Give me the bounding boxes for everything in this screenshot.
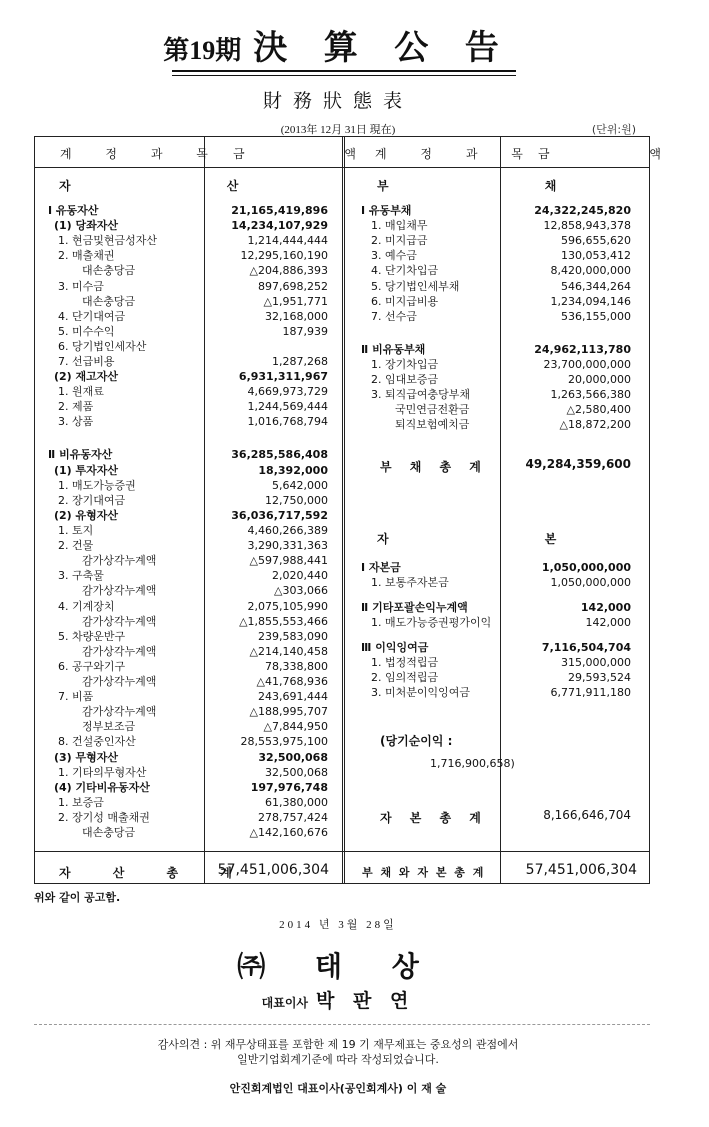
row-amount: △1,951,771 [263, 295, 328, 308]
row-label: 7. 선수금 [371, 310, 417, 323]
equity-section-label: 자 본 [377, 532, 633, 546]
table-row [48, 600, 328, 614]
row-amount: 32,500,068 [258, 751, 328, 764]
table-row [361, 343, 633, 357]
table-row [48, 690, 328, 704]
row-amount: 32,168,000 [265, 310, 328, 323]
row-label: 4. 단기차입금 [371, 264, 439, 277]
assets-section-label: 자 산 [59, 179, 315, 193]
row-amount: 1,050,000,000 [550, 576, 631, 589]
table-row [48, 630, 328, 644]
row-amount: 1,050,000,000 [541, 561, 631, 574]
row-label: 대손충당금 [82, 826, 136, 839]
row-amount: 4,460,266,389 [247, 524, 328, 537]
row-amount: 187,939 [282, 325, 328, 338]
table-row [361, 641, 633, 655]
row-label: 1. 보통주자본금 [371, 576, 449, 589]
row-amount: 36,285,586,408 [231, 448, 328, 461]
row-label: 정부보조금 [82, 720, 136, 733]
representative-name: 박 판 연 [316, 990, 415, 1012]
row-amount: 1,234,094,146 [550, 295, 631, 308]
row-label: Ⅰ 자본금 [361, 561, 401, 574]
row-amount: 61,380,000 [265, 796, 328, 809]
row-amount: 14,234,107,929 [231, 219, 328, 232]
table-row [48, 766, 328, 780]
table-row [48, 645, 328, 659]
row-amount: 20,000,000 [568, 373, 631, 386]
liab-equity-total-label: 부 채 와 자 본 총 계 [362, 866, 486, 879]
notice-statement: 위와 같이 공고함. [34, 891, 121, 904]
table-row [361, 234, 633, 248]
representative-title: 대표이사 [261, 996, 309, 1010]
row-amount: △7,844,950 [263, 720, 328, 733]
row-amount: △41,768,936 [256, 675, 328, 688]
title-rule-bottom [172, 75, 516, 76]
table-row [361, 686, 633, 700]
table-row [361, 576, 633, 590]
table-row [361, 295, 633, 309]
row-amount: △142,160,676 [249, 826, 328, 839]
row-label: 4. 기계장치 [58, 600, 115, 613]
row-label: 감가상각누계액 [82, 675, 157, 688]
row-amount: 6,931,311,967 [238, 370, 328, 383]
row-label: 2. 임대보증금 [371, 373, 439, 386]
table-row [48, 325, 328, 339]
table-row [48, 219, 328, 233]
equity-total-label: 자 본 총 계 [380, 811, 488, 825]
table-row [361, 310, 633, 324]
balance-sheet-table [34, 136, 709, 884]
table-row [361, 358, 633, 372]
row-label: 3. 퇴직급여충당부채 [371, 388, 470, 401]
row-amount: 2,075,105,990 [247, 600, 328, 613]
notice-heading: 決 算 公 告 [253, 30, 513, 67]
table-row [361, 418, 633, 432]
row-label: 감가상각누계액 [82, 615, 157, 628]
header-account-left: 계 정 과 목 [60, 147, 223, 161]
table-row [48, 340, 328, 354]
table-row [48, 310, 328, 324]
row-label: 3. 구축물 [58, 569, 104, 582]
table-row [48, 355, 328, 369]
row-amount: 1,287,268 [272, 355, 328, 368]
row-amount: 2,020,440 [272, 569, 328, 582]
row-label: 1. 법정적립금 [371, 656, 439, 669]
table-row [48, 781, 328, 795]
row-label: 6. 미지급비용 [371, 295, 439, 308]
row-label: 5. 미수수익 [58, 325, 115, 338]
row-label: 1. 보증금 [58, 796, 104, 809]
table-row [361, 616, 633, 630]
table-row [48, 464, 328, 478]
table-row [48, 280, 328, 294]
row-label: 5. 차량운반구 [58, 630, 126, 643]
table-row [48, 448, 328, 462]
row-label: 3. 예수금 [371, 249, 417, 262]
row-amount: 546,344,264 [561, 280, 631, 293]
row-label: Ⅰ 유동자산 [48, 204, 99, 217]
row-label: 2. 임의적립금 [371, 671, 439, 684]
row-amount: 8,420,000,000 [550, 264, 631, 277]
row-amount: 29,593,524 [568, 671, 631, 684]
assets-total-value: 57,451,006,304 [217, 862, 329, 878]
row-amount: 142,000 [580, 601, 631, 614]
row-label: Ⅱ 비유동자산 [48, 448, 113, 461]
table-row [48, 705, 328, 719]
row-amount: 36,036,717,592 [231, 509, 328, 522]
table-row [361, 403, 633, 417]
row-label: 2. 미지급금 [371, 234, 428, 247]
assets-total-label: 자 산 총 계 [59, 866, 251, 880]
row-amount: 32,500,068 [265, 766, 328, 779]
liabilities-total-label: 부 채 총 계 [380, 460, 488, 474]
row-amount: 18,392,000 [258, 464, 328, 477]
row-amount: 1,244,569,444 [247, 400, 328, 413]
row-label: (4) 기타비유동자산 [54, 781, 150, 794]
row-label: 1. 매도가능증권 [58, 479, 136, 492]
row-amount: △214,140,458 [249, 645, 328, 658]
row-label: 2. 매출채권 [58, 249, 115, 262]
table-row [48, 811, 328, 825]
table-row [48, 509, 328, 523]
table-row [361, 249, 633, 263]
row-amount: 5,642,000 [272, 479, 328, 492]
table-row [48, 249, 328, 263]
row-amount: 24,322,245,820 [534, 204, 631, 217]
header-account-right: 계 정 과 목 [375, 147, 538, 161]
row-label: 4. 단기대여금 [58, 310, 126, 323]
table-row [48, 385, 328, 399]
header-amount-right: 금 액 [538, 147, 709, 161]
row-label: 3. 미수금 [58, 280, 104, 293]
row-label: 감가상각누계액 [82, 705, 157, 718]
row-label: 감가상각누계액 [82, 645, 157, 658]
row-label: 1. 매도가능증권평가이익 [371, 616, 492, 629]
table-row [361, 204, 633, 218]
table-row [48, 796, 328, 810]
table-row [48, 204, 328, 218]
row-amount: 278,757,424 [258, 811, 328, 824]
header-amount-left: 금 액 [233, 147, 404, 161]
publish-date: 2014 년 3월 28일 [279, 919, 397, 931]
period-label: 第19期 [163, 36, 242, 65]
row-amount: 315,000,000 [561, 656, 631, 669]
table-row [48, 415, 328, 429]
row-label: (1) 투자자산 [54, 464, 119, 477]
row-label: 7. 선급비용 [58, 355, 115, 368]
statement-date: (2013年 12月 31日 現在) [280, 124, 396, 136]
row-amount: 3,290,331,363 [247, 539, 328, 552]
row-label: 3. 상품 [58, 415, 94, 428]
table-row [48, 751, 328, 765]
row-amount: 897,698,252 [258, 280, 328, 293]
table-row [361, 280, 633, 294]
title-rule-top [172, 70, 516, 72]
table-row [361, 219, 633, 233]
table-row [48, 720, 328, 734]
row-label: (3) 무형자산 [54, 751, 119, 764]
row-amount: 21,165,419,896 [231, 204, 328, 217]
row-amount: 596,655,620 [561, 234, 631, 247]
table-row [361, 264, 633, 278]
row-amount: 4,669,973,729 [247, 385, 328, 398]
row-amount: 239,583,090 [258, 630, 328, 643]
row-label: (2) 재고자산 [54, 370, 119, 383]
equity-total-value: 8,166,646,704 [543, 808, 631, 822]
table-row [48, 584, 328, 598]
row-amount: 1,214,444,444 [247, 234, 328, 247]
row-amount: 6,771,911,180 [550, 686, 631, 699]
row-amount: 12,295,160,190 [240, 249, 328, 262]
row-amount: △303,066 [274, 584, 328, 597]
row-label: 퇴직보험예치금 [395, 418, 470, 431]
row-amount: 1,263,566,380 [550, 388, 631, 401]
row-label: 8. 건설중인자산 [58, 735, 136, 748]
row-label: 1. 원재료 [58, 385, 104, 398]
row-amount: △204,886,393 [249, 264, 328, 277]
table-row [48, 554, 328, 568]
table-row [48, 660, 328, 674]
col-divider-middle [342, 137, 345, 883]
table-row [361, 388, 633, 402]
row-label: 6. 공구와기구 [58, 660, 126, 673]
row-amount: △597,988,441 [249, 554, 328, 567]
row-label: 2. 건물 [58, 539, 94, 552]
row-amount: 24,962,113,780 [534, 343, 631, 356]
row-label: 대손충당금 [82, 295, 136, 308]
row-amount: 1,016,768,794 [247, 415, 328, 428]
table-row [48, 524, 328, 538]
table-row [48, 479, 328, 493]
row-label: 2. 장기대여금 [58, 494, 126, 507]
unit-label: (단위:원) [591, 123, 636, 136]
table-row [48, 494, 328, 508]
row-amount: 12,750,000 [265, 494, 328, 507]
table-row [48, 675, 328, 689]
row-label: 5. 당기법인세부채 [371, 280, 460, 293]
row-amount: △1,855,553,466 [239, 615, 328, 628]
liabilities-section-label: 부 채 [377, 179, 633, 193]
row-amount: 536,155,000 [561, 310, 631, 323]
row-amount: △188,995,707 [249, 705, 328, 718]
row-label: (2) 유형자산 [54, 509, 119, 522]
row-label: 6. 당기법인세자산 [58, 340, 147, 353]
row-amount: 7,116,504,704 [541, 641, 631, 654]
row-amount: 197,976,748 [250, 781, 328, 794]
row-label: 국민연금전환금 [395, 403, 470, 416]
table-row [48, 615, 328, 629]
audit-opinion-line2: 일반기업회계기준에 따라 작성되었습니다. [237, 1053, 439, 1066]
table-row [48, 826, 328, 840]
table-row [48, 735, 328, 749]
net-income-label: (당기순이익 : [380, 734, 453, 748]
row-label: (1) 당좌자산 [54, 219, 119, 232]
row-label: 대손충당금 [82, 264, 136, 277]
table-row [361, 373, 633, 387]
auditor-signature: 안진회계법인 대표이사(공인회계사) 이 재 술 [229, 1082, 447, 1095]
table-row [48, 569, 328, 583]
row-amount: 130,053,412 [561, 249, 631, 262]
table-row [361, 656, 633, 670]
notice-title [0, 20, 676, 69]
row-amount: 78,338,800 [265, 660, 328, 673]
table-row [48, 234, 328, 248]
row-label: 7. 비품 [58, 690, 94, 703]
row-label: Ⅲ 이익잉여금 [361, 641, 429, 654]
row-amount: 243,691,444 [258, 690, 328, 703]
row-label: 2. 제품 [58, 400, 94, 413]
footer-divider [34, 1024, 650, 1025]
row-label: 1. 장기차입금 [371, 358, 439, 371]
liabilities-total-value: 49,284,359,600 [525, 457, 631, 471]
representative [0, 986, 676, 1013]
row-label: 1. 토지 [58, 524, 94, 537]
table-row [48, 295, 328, 309]
row-label: 1. 매입채무 [371, 219, 428, 232]
table-row [48, 264, 328, 278]
row-label: 감가상각누계액 [82, 554, 157, 567]
table-row [48, 539, 328, 553]
row-amount: 12,858,943,378 [543, 219, 631, 232]
net-income-value: 1,716,900,658) [430, 757, 515, 770]
row-label: 감가상각누계액 [82, 584, 157, 597]
statement-title: 財務狀態表 [262, 91, 413, 112]
row-label: Ⅰ 유동부채 [361, 204, 412, 217]
company-name: ㈜ 태 상 [237, 950, 439, 983]
row-label: 1. 기타의무형자산 [58, 766, 147, 779]
liab-equity-total-value: 57,451,006,304 [525, 862, 637, 878]
row-amount: 23,700,000,000 [543, 358, 631, 371]
row-label: Ⅱ 비유동부채 [361, 343, 426, 356]
table-row [48, 400, 328, 414]
row-amount: △18,872,200 [559, 418, 631, 431]
table-row [361, 671, 633, 685]
audit-opinion-line1: 감사의견 : 위 재무상태표를 포함한 제 19 기 재무제표는 중요성의 관점에서 [157, 1038, 519, 1051]
row-label: 3. 미처분이익잉여금 [371, 686, 470, 699]
row-label: Ⅱ 기타포괄손익누계액 [361, 601, 468, 614]
row-label: 2. 장기성 매출채권 [58, 811, 150, 824]
row-amount: 28,553,975,100 [240, 735, 328, 748]
table-row [48, 370, 328, 384]
table-row [361, 601, 633, 615]
row-amount: △2,580,400 [566, 403, 631, 416]
row-label: 1. 현금및현금성자산 [58, 234, 157, 247]
table-row [361, 561, 633, 575]
row-amount: 142,000 [585, 616, 631, 629]
